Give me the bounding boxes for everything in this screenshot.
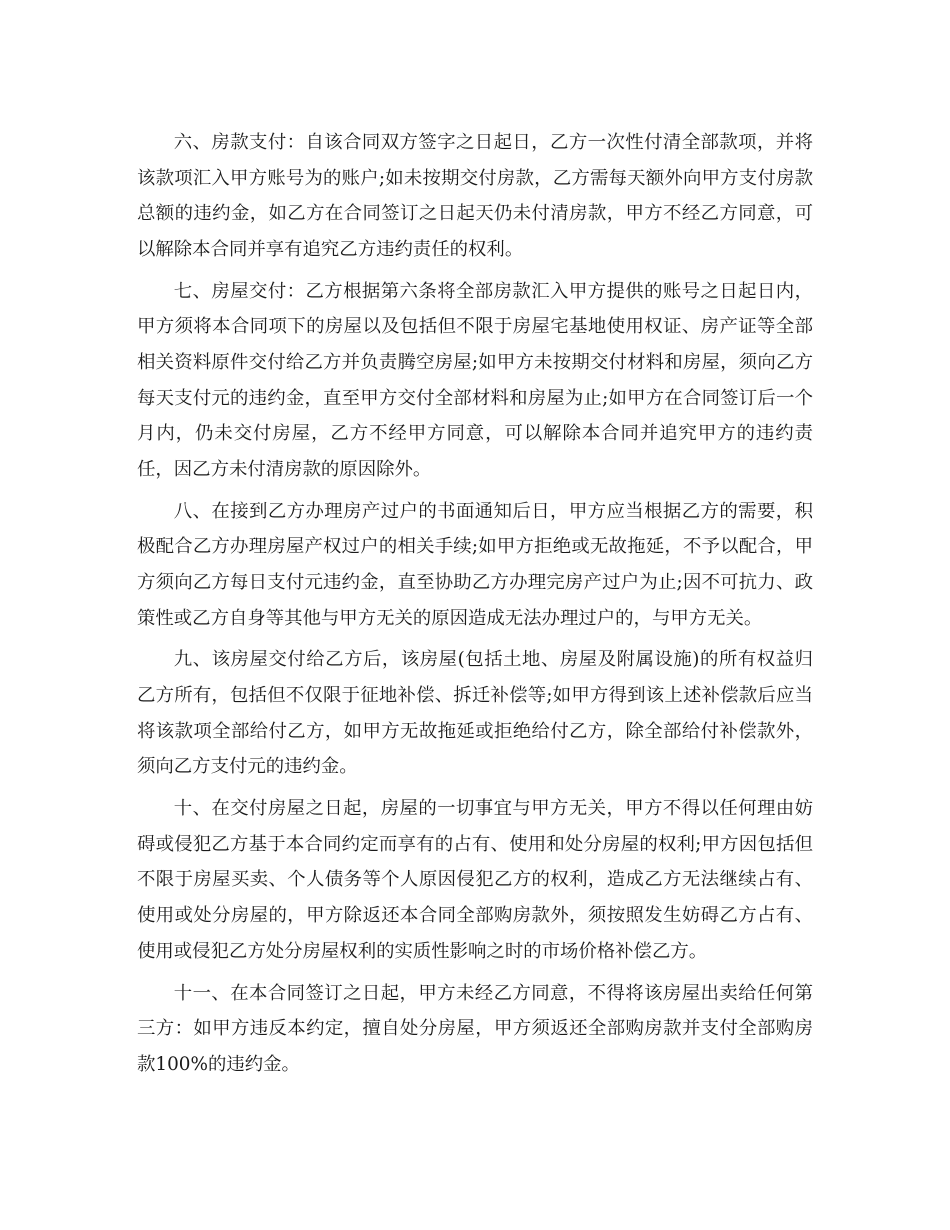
clause-8-transfer: 八、在接到乙方办理房产过户的书面通知后日，甲方应当根据乙方的需要，积极配合乙方办理房屋产权过户的相关手续;如甲方拒绝或无故拖延，不予以配合，甲方须向乙方每日支付元违约金，直至协助乙方办理完房产过户为止;因不可抗力、政策性或乙方自身等其他与甲方无关的原因造成无法办理过户的，与甲方无关。 — [137, 500, 813, 629]
clause-11-resale: 十一、在本合同签订之日起，甲方未经乙方同意，不得将该房屋出卖给任何第三方：如甲方违反本约定，擅自处分房屋，甲方须返还全部购房款并支付全部购房款100%的违约金。 — [137, 982, 813, 1075]
clause-9-rights: 九、该房屋交付给乙方后，该房屋(包括土地、房屋及附属设施)的所有权益归乙方所有，包括但不仅限于征地补偿、拆迁补偿等;如甲方得到该上述补偿款后应当将该款项全部给付乙方，如甲方无故拖延或拒绝给付乙方，除全部给付补偿款外，须向乙方支付元的违约金。 — [137, 649, 813, 778]
clause-6-payment: 六、房款支付：自该合同双方签字之日起日，乙方一次性付清全部款项，并将该款项汇入甲方账号为的账户;如未按期交付房款，乙方需每天额外向甲方支付房款总额的违约金，如乙方在合同签订之日起天仍未付清房款，甲方不经乙方同意，可以解除本合同并享有追究乙方违约责任的权利。 — [137, 132, 813, 260]
clause-10-disputes: 十、在交付房屋之日起，房屋的一切事宜与甲方无关，甲方不得以任何理由妨碍或侵犯乙方基于本合同约定而享有的占有、使用和处分房屋的权利;甲方因包括但不限于房屋买卖、个人债务等个人原因侵犯乙方的权利，造成乙方无法继续占有、使用或处分房屋的，甲方除返还本合同全部购房款外，须按照发生妨碍乙方占有、使用或侵犯乙方处分房屋权利的实质性影响之时的市场价格补偿乙方。 — [137, 798, 813, 962]
contract-body — [137, 125, 813, 1089]
clause-7-handover: 七、房屋交付：乙方根据第六条将全部房款汇入甲方提供的账号之日起日内，甲方须将本合同项下的房屋以及包括但不限于房屋宅基地使用权证、房产证等全部相关资料原件交付给乙方并负责腾空房屋;如甲方未按期交付材料和房屋，须向乙方每天支付元的违约金，直至甲方交付全部材料和房屋为止;如甲方在合同签订后一个月内，仍未交付房屋，乙方不经甲方同意，可以解除本合同并追究甲方的违约责任，因乙方未付清房款的原因除外。 — [137, 280, 813, 480]
